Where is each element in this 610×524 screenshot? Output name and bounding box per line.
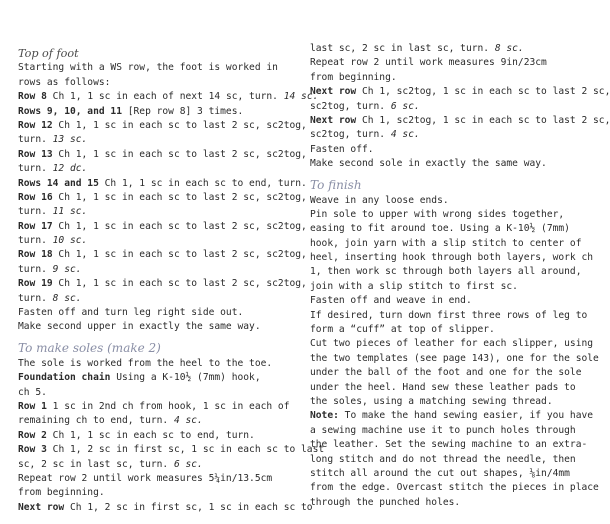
text-run: Ch 1, 1 sc in each sc to last 2 sc, sc2tog, [52,278,307,290]
text-run: Ch 1, 1 sc in each of next 14 sc, turn. [46,91,284,103]
text-run: turn. [18,235,53,247]
text-run: the soles, using a matching sewing thread. [310,395,553,407]
text-line [18,162,300,176]
stitch-count: 10 sc. [52,235,88,247]
bold-term: Note: [310,410,339,422]
stitch-count: 14 sc. [283,91,319,103]
text-line [18,133,300,147]
text-run: through the punched holes. [310,496,461,508]
text-run: Repeat row 2 until work measures 9in/23cm [310,57,547,69]
text-line [18,61,300,75]
text-line [310,280,594,294]
bold-term: Row 18 [18,249,53,261]
text-run: rows as follows: [18,76,111,88]
text-line [310,194,594,208]
text-line [310,56,594,70]
text-run: turn. [18,134,53,146]
text-run: Ch 1, 2 sc in first sc, 1 sc in each sc to last [46,444,325,456]
bold-term: Row 12 [18,119,53,131]
stitch-count: 6 sc. [173,458,203,470]
right-column [310,42,610,510]
stitch-count: 8 sc. [494,43,524,54]
bold-term: Row 17 [18,220,53,232]
text-line [18,357,300,371]
text-run: Weave in any loose ends. [310,194,449,206]
text-line [18,220,307,234]
text-line [310,265,594,279]
text-line [18,306,300,320]
text-line [310,128,594,142]
text-run: To make the hand sewing easier, if you have [338,410,594,422]
text-run: heel, inserting hook through both layers, work ch [310,252,594,264]
text-run: Ch 1, 1 sc in each sc to last 2 sc, sc2tog, [52,220,307,232]
text-run: 1 sc in 2nd ch from hook, 1 sc in each of [46,400,290,412]
text-line [18,458,300,472]
stitch-count: 6 sc. [390,100,420,112]
stitch-count: 9 sc. [52,263,82,275]
text-run: Fasten off and turn leg right side out. [18,307,244,319]
text-run: Ch 1, 1 sc in each sc to last 2 sc, sc2tog, [52,148,307,160]
text-run: Ch 1, 1 sc in each sc to end, turn. [98,177,307,189]
text-run: hook, join yarn with a slip stitch to center of [310,237,582,249]
stitch-count: 8 sc. [52,292,82,304]
text-line [18,277,307,291]
text-line [18,472,300,486]
text-run: ch 5. [18,386,47,398]
text-line [18,501,313,515]
stitch-count: 4 sc. [173,415,203,427]
text-line [310,323,594,337]
text-line [310,496,594,510]
text-run: under the ball of the foot and one for the sole [310,367,582,379]
text-line [18,191,307,205]
text-run: from the edge. Overcast stitch the pieces in place [310,482,599,494]
text-line [310,294,594,308]
text-run: Fasten off. [310,143,374,155]
text-line [310,481,599,495]
text-line [18,177,307,191]
text-line [18,90,319,104]
bold-term: Next row [18,501,65,513]
text-line [310,208,594,222]
text-run: Ch 1, 2 sc in first sc, 1 sc in each sc to [64,501,313,513]
text-line [18,205,300,219]
text-line [310,409,594,423]
text-run: last sc, 2 sc in last sc, turn. [310,43,495,54]
text-run: sc2tog, turn. [310,129,391,141]
text-run: long stitch and do not thread the needle, then [310,453,576,465]
text-run: easing to fit around toe. Using a K-10½ (7mm) [310,223,570,235]
text-run: Ch 1, sc2tog, 1 sc in each sc to last 2 sc, [356,114,610,126]
bold-term: Row 13 [18,148,53,160]
stitch-count: 11 sc. [52,206,88,218]
text-run: Cut two pieces of leather for each slipper, using [310,338,594,350]
text-run: Make second sole in exactly the same way. [310,158,547,170]
stitch-count: 12 dc. [52,163,88,175]
text-run: the two templates (see page 143), one for the sole [310,352,599,364]
text-line [18,400,300,414]
text-line [18,320,300,334]
text-run: [Rep row 8] 3 times. [121,105,244,117]
text-line [310,395,594,409]
text-run: Make second upper in exactly the same way. [18,321,261,333]
text-run: 1, then work sc through both layers all around, [310,266,582,278]
text-line [310,424,594,438]
text-line [18,119,307,133]
text-line [310,71,594,85]
text-line [18,105,300,119]
text-line [18,76,300,90]
text-run: Using a K-10½ (7mm) hook, [110,372,261,384]
text-run: sc, 2 sc in last sc, turn. [18,458,174,470]
text-line [310,157,594,171]
section-heading: To make soles (make 2) [18,340,161,355]
text-run: Pin sole to upper with wrong sides together, [310,208,565,220]
text-run: stitch all around the cut out shapes, ⅛in/4mm [310,467,570,479]
text-line [310,42,594,56]
text-line [310,453,594,467]
bold-term: Row 8 [18,91,47,103]
text-run: Fasten off and weave in end. [310,295,472,307]
text-run: remaining ch to end, turn. [18,415,174,427]
bold-term: Row 19 [18,278,53,290]
text-line [18,263,300,277]
text-run: Ch 1, sc2tog, 1 sc in each sc to last 2 sc, [356,86,610,98]
text-run: If desired, turn down first three rows of leg to [310,309,588,321]
text-line [310,467,594,481]
text-run: Ch 1, 1 sc in each sc to last 2 sc, sc2tog, [52,119,307,131]
text-line [18,486,300,500]
text-line [310,309,594,323]
stitch-count: 4 sc. [390,129,420,141]
text-line [310,100,594,114]
text-line [310,237,594,251]
text-run: the leather. Set the sewing machine to an extra- [310,439,588,451]
text-run: Ch 1, 1 sc in each sc to last 2 sc, sc2tog, [52,249,307,261]
text-line [18,234,300,248]
text-line [18,371,300,385]
text-line [310,337,594,351]
text-run: turn. [18,263,53,275]
text-run: The sole is worked from the heel to the toe. [18,357,273,369]
text-line [310,381,594,395]
text-line [18,414,300,428]
text-run: from beginning. [18,487,105,499]
bold-term: Foundation chain [18,372,111,384]
text-run: join with a slip stitch to first sc. [310,280,518,292]
text-line [18,248,307,262]
text-line [18,292,300,306]
text-run: Ch 1, 1 sc in each sc to end, turn. [46,429,255,441]
bold-term: Row 3 [18,444,47,456]
section-heading: Top of foot [18,47,79,60]
section-heading: To finish [310,177,362,192]
text-line [310,143,594,157]
bold-term: Rows 14 and 15 [18,177,99,189]
text-run: Starting with a WS row, the foot is worked in [18,62,278,74]
text-line [310,85,610,99]
bold-term: Rows 9, 10, and 11 [18,105,122,117]
text-line [310,352,599,366]
bold-term: Row 2 [18,429,47,441]
text-line [310,222,594,236]
text-run: turn. [18,292,53,304]
bold-term: Row 1 [18,400,47,412]
text-run: Ch 1, 1 sc in each sc to last 2 sc, sc2tog, [52,191,307,203]
text-line [310,438,594,452]
text-run: from beginning. [310,71,397,83]
bold-term: Row 16 [18,191,53,203]
bold-term: Next row [310,114,357,126]
text-run: turn. [18,163,53,175]
text-line [18,429,300,443]
text-run: form a “cuff” at top of slipper. [310,324,495,336]
text-line [310,251,594,265]
text-line [18,148,307,162]
text-line [310,114,610,128]
text-run: Repeat row 2 until work measures 5¼in/13.5cm [18,472,273,484]
bold-term: Next row [310,86,357,98]
text-line [310,366,594,380]
stitch-count: 13 sc. [52,134,88,146]
text-run: turn. [18,206,53,218]
text-run: a sewing machine use it to punch holes through [310,424,576,436]
text-line [18,443,325,457]
text-run: sc2tog, turn. [310,100,391,112]
text-run: under the heel. Hand sew these leather pads to [310,381,576,393]
text-line [18,386,300,400]
